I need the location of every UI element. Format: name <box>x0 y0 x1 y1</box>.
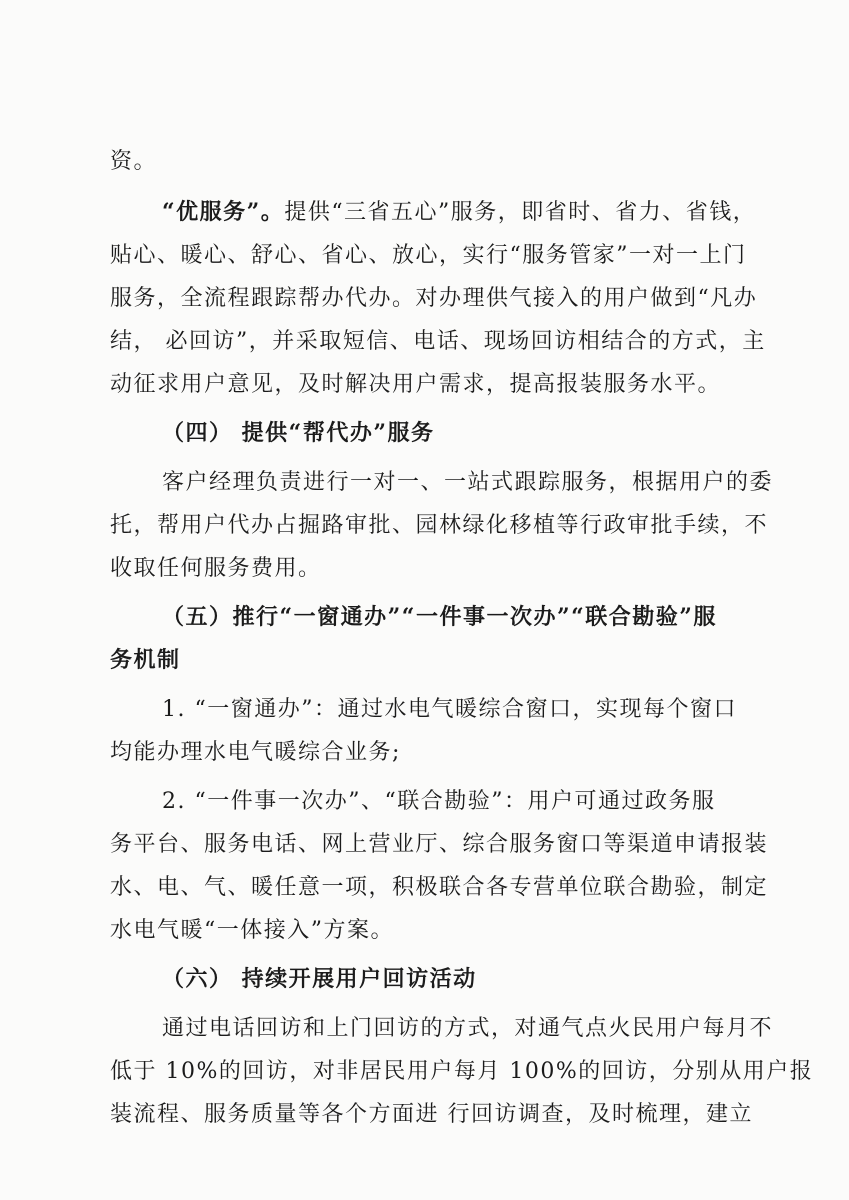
section-heading-5-cont: 务机制 <box>110 647 181 673</box>
paragraph-line: 托，帮用户代办占掘路审批、园林绿化移植等行政审批手续，不 <box>110 513 769 538</box>
paragraph-text: 提供“三省五心”服务，即省时、省力、省钱， <box>284 200 757 225</box>
paragraph-line: 通过电话回访和上门回访的方式，对通气点火民用户每月不 <box>162 1016 774 1041</box>
section-heading-5: （五）推行“一窗通办”“一件事一次办”“联合勘验”服 <box>162 604 717 630</box>
section-heading-4: （四） 提供“帮代办”服务 <box>162 420 435 446</box>
paragraph-line: 动征求用户意见，及时解决用户需求，提高报装服务水平。 <box>110 372 722 397</box>
paragraph-line: 结， 必回访”，并采取短信、电话、现场回访相结合的方式，主 <box>110 329 766 354</box>
paragraph-line: 低于 10%的回访，对非居民用户每月 100%的回访，分别从用户报 <box>110 1059 814 1084</box>
list-item-2-cont: 务平台、服务电话、网上营业厅、综合服务窗口等渠道申请报装 <box>110 832 769 857</box>
list-item-2-cont: 水电气暖“一体接入”方案。 <box>110 918 394 943</box>
paragraph-line <box>110 191 760 234</box>
paragraph-line: 收取任何服务费用。 <box>110 556 322 581</box>
paragraph-line: 贴心、暖心、舒心、省心、放心，实行“服务管家”一对一上门 <box>110 243 747 268</box>
paragraph-line: 装流程、服务质量等各个方面进 行回访调查，及时梳理，建立 <box>110 1102 753 1127</box>
paragraph-line: 客户经理负责进行一对一、一站式跟踪服务，根据用户的委 <box>162 470 774 495</box>
list-item-1-cont: 均能办理水电气暖综合业务; <box>110 740 401 765</box>
list-item-1: 1. “一窗通办”：通过水电气暖综合窗口，实现每个窗口 <box>162 697 737 722</box>
paragraph-line: 资。 <box>110 149 158 174</box>
paragraph-lead: “优服务”。 <box>162 199 285 225</box>
list-item-2-cont: 水、电、气、暖任意一项，积极联合各专营单位联合勘验，制定 <box>110 875 769 900</box>
list-item-2: 2. “一件事一次办”、“联合勘验”：用户可通过政务服 <box>162 789 716 814</box>
document-body <box>110 140 814 1136</box>
paragraph-line: 服务，全流程跟踪帮办代办。对办理供气接入的用户做到“凡办 <box>110 286 758 311</box>
section-heading-6: （六） 持续开展用户回访活动 <box>162 966 477 992</box>
